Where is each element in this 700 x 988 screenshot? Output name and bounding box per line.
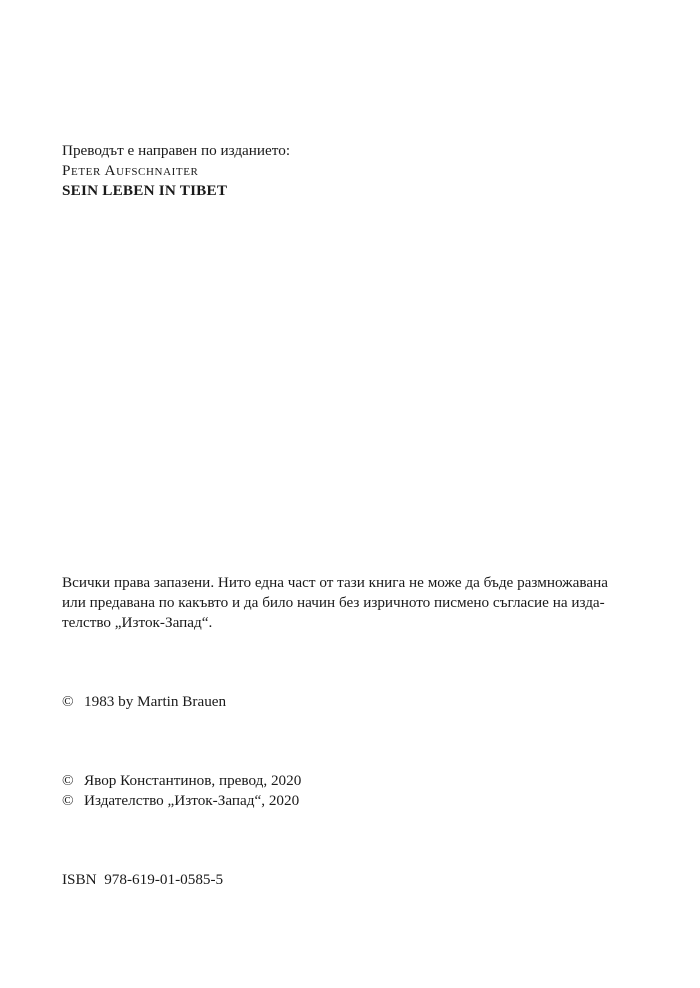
copyright-original (62, 692, 226, 712)
original-title: SEIN LEBEN IN TIBET (62, 182, 228, 199)
rights-line-1: Всички права запазени. Нито една част от тази книга не може да бъде размножавана (62, 574, 608, 591)
copyright-translation (62, 771, 301, 791)
rights-line-3: телство „Изток-Запад“. (62, 614, 213, 631)
copyright-symbol: © (62, 792, 74, 809)
original-author: Peter Aufschnaiter (62, 162, 199, 179)
isbn-number: 978-619-01-0585-5 (104, 871, 224, 888)
rights-line-2: или предавана по какъвто и да било начин без изричното писмено съгласие на изда- (62, 594, 605, 611)
copyright-publisher (62, 791, 299, 811)
isbn-line (62, 870, 223, 890)
copyright-original-text: 1983 by Martin Brauen (84, 693, 227, 710)
copyright-symbol: © (62, 772, 74, 789)
copyright-symbol: © (62, 693, 74, 710)
copyright-publisher-text: Издателство „Изток-Запад“, 2020 (84, 792, 300, 809)
original-edition-intro: Преводът е направен по изданието: (62, 142, 291, 159)
isbn-label: ISBN (62, 871, 97, 888)
copyright-translation-text: Явор Константинов, превод, 2020 (84, 772, 302, 789)
